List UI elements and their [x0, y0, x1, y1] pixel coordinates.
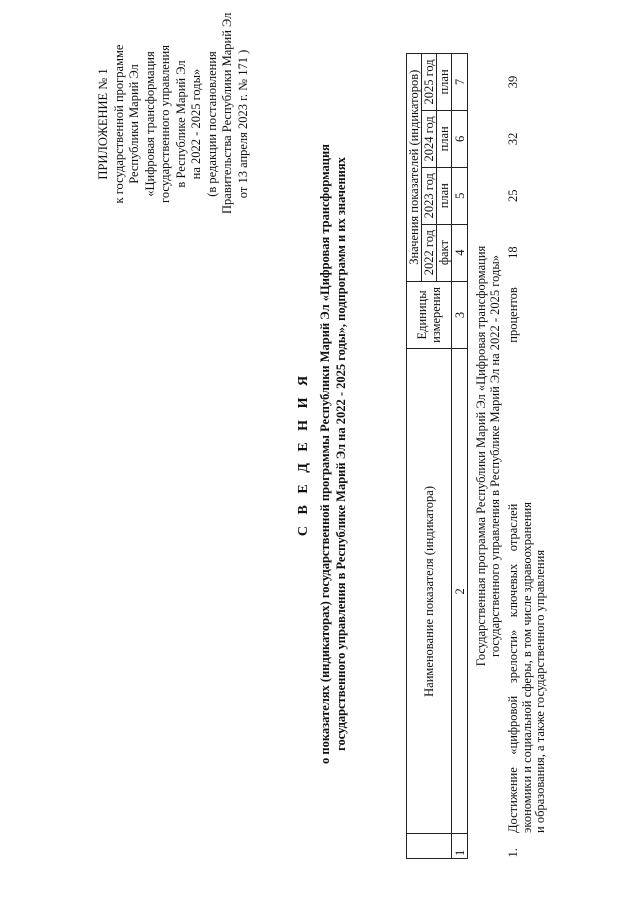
- num-header-cell: [407, 834, 452, 859]
- name-header: Наименование показателя (индикатора): [407, 349, 452, 834]
- document-header: [295, 34, 349, 874]
- document-subtitle: [317, 34, 349, 874]
- kind-header: план: [437, 54, 452, 111]
- year-header: 2022 год: [422, 224, 437, 281]
- column-number: 5: [452, 167, 468, 224]
- column-number: 4: [452, 224, 468, 281]
- row-number: 1.: [506, 848, 520, 858]
- table-header-row: [407, 54, 422, 859]
- column-number: 2: [452, 349, 468, 834]
- program-title-line: Государственная программа Республики Марий Эл «Цифровая трансформация: [474, 245, 488, 667]
- indicator-value: 18: [506, 246, 520, 259]
- subtitle-line: о показателях (индикаторах) государственной программы Республики Марий Эл «Цифровая трансформация: [318, 144, 332, 764]
- indicator-value: 32: [506, 132, 520, 146]
- column-number: 7: [452, 54, 468, 111]
- indicator-value: 39: [506, 75, 520, 89]
- appendix-line: в Республике Марий Эл: [173, 60, 188, 188]
- kind-header: факт: [437, 224, 452, 281]
- year-header: 2024 год: [422, 110, 437, 167]
- values-group-header: Значения показателей (индикаторов): [407, 54, 422, 282]
- unit-header-line: Единицы: [415, 290, 429, 340]
- year-header: 2025 год: [422, 54, 437, 111]
- appendix-line: «Цифровая трансформация: [142, 51, 157, 197]
- appendix-line: государственного управления: [158, 45, 172, 203]
- table-row: [503, 54, 549, 859]
- appendix-line: ПРИЛОЖЕНИЕ № 1: [96, 68, 110, 180]
- column-number-row: [452, 54, 468, 859]
- column-number: 6: [452, 110, 468, 167]
- program-title: [468, 54, 504, 859]
- unit-header: [407, 281, 452, 349]
- program-title-line: государственного управления в Республике Марий Эл на 2022 - 2025 годы»: [488, 255, 502, 657]
- document-title: С В Е Д Е Н И Я: [296, 371, 311, 537]
- indicators-table: [406, 53, 549, 859]
- indicator-unit: процентов: [506, 287, 520, 343]
- indicator-value: 25: [506, 189, 520, 202]
- appendix-line: (в редакции постановления: [204, 51, 219, 197]
- appendix-line: на 2022 - 2025 годы»: [189, 68, 203, 180]
- kind-header: план: [437, 167, 452, 224]
- subtitle-line: государственного управления в Республике Марий Эл на 2022 - 2025 годы», подпрограмм и их значениях: [334, 157, 348, 751]
- appendix-line: Правительства Республики Марий Эл: [220, 12, 234, 214]
- year-header: 2023 год: [422, 167, 437, 224]
- appendix-line: Республики Марий Эл: [127, 64, 141, 184]
- indicator-name-line: Достижение «цифровой зрелости» ключевых отраслей: [506, 503, 520, 833]
- indicator-name-line: и образования, а также государственного управления: [533, 549, 547, 833]
- unit-header-line: измерения: [429, 287, 443, 343]
- kind-header: план: [437, 110, 452, 167]
- column-number: 3: [452, 281, 468, 349]
- indicator-name: [503, 349, 549, 834]
- indicator-name-line: экономики и социальной сферы, в том числе здравоохранения: [519, 502, 534, 833]
- appendix-line: к государственной программе: [111, 44, 126, 204]
- appendix-line: от 13 апреля 2023 г. № 171 ): [235, 49, 250, 199]
- appendix-block: [96, 12, 251, 214]
- column-number: 1: [452, 834, 468, 859]
- program-title-row: [468, 54, 504, 859]
